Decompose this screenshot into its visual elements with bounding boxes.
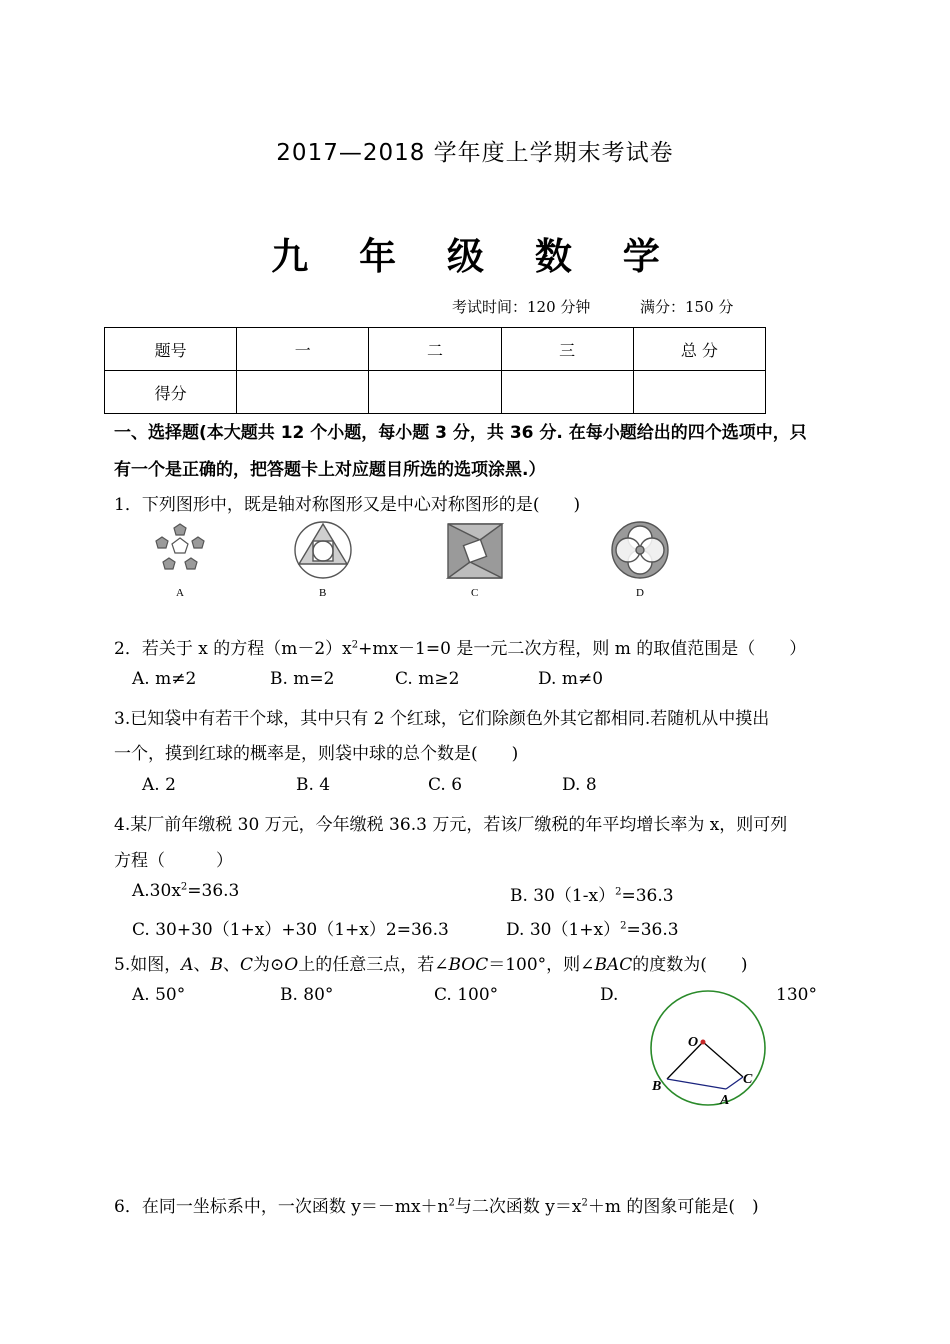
q6-text-a: 6．在同一坐标系中，一次函数 y＝－mx＋n: [114, 1197, 449, 1217]
q5-center-o: O: [284, 955, 299, 975]
q5-option-c[interactable]: C. 100°: [434, 985, 499, 1005]
q4-option-d[interactable]: [506, 915, 679, 940]
q3-option-b[interactable]: B. 4: [296, 775, 331, 795]
figure-caption-c: C: [471, 587, 479, 599]
q4-option-b-tail: =36.3: [621, 886, 674, 906]
q2-text-a: 2．若关于 x 的方程（m－2）x: [114, 639, 352, 659]
segment-ba: [667, 1079, 726, 1089]
score-table-score-row: [105, 371, 766, 414]
q5-option-a[interactable]: A. 50°: [132, 985, 186, 1005]
q6-text: [114, 1192, 759, 1217]
q3-option-a[interactable]: A. 2: [142, 775, 176, 795]
header-cell-total: 总 分: [633, 328, 765, 371]
figure-caption-b: B: [319, 587, 327, 599]
q4-option-b-sup: 2: [615, 886, 622, 898]
q3-line1: 3.已知袋中有若干个球，其中只有 2 个红球，它们除颜色外其它都相同.若随机从中摸出: [114, 709, 770, 729]
segment-oc: [703, 1042, 743, 1077]
q6-text-c: ＋m 的图象可能是( ): [587, 1197, 759, 1217]
q3-option-c[interactable]: C. 6: [428, 775, 463, 795]
section1-heading-line1: 一、选择题(本大题共 12 个小题，每小题 3 分，共 36 分. 在每小题给出的四个选项中，只: [114, 423, 807, 443]
center-point-o: [701, 1040, 706, 1045]
header-cell-part-3: 三: [501, 328, 633, 371]
q5-p5: 的度数为( ): [632, 955, 748, 975]
header-cell-part-2: 二: [369, 328, 501, 371]
score-cell-part-3[interactable]: [501, 371, 633, 414]
q5-option-b[interactable]: B. 80°: [280, 985, 334, 1005]
q2-text: [114, 634, 806, 659]
q4-option-a-text: A.30x: [132, 881, 181, 901]
label-o: O: [688, 1035, 699, 1050]
q5-p3: 上的任意三点，若∠: [298, 955, 449, 975]
full-score: 满分：150 分: [640, 298, 734, 316]
q1-text: 1．下列图形中，既是轴对称图形又是中心对称图形的是( ): [114, 495, 581, 515]
exam-time: 考试时间：120 分钟: [452, 298, 591, 316]
q5-text: [114, 950, 747, 975]
q4-option-c[interactable]: C. 30+30（1+x）+30（1+x）2=36.3: [132, 920, 449, 940]
q5-angle-boc: BOC: [448, 955, 489, 975]
q6-text-b: 与二次函数 y＝x: [454, 1197, 582, 1217]
label-a: A: [720, 1093, 730, 1108]
figure-caption-d: D: [636, 587, 644, 599]
q5-sep1: 、: [193, 955, 211, 975]
section1-heading-line2: 有一个是正确的，把答题卡上对应题目所选的选项涂黑.）: [114, 460, 546, 480]
score-table-header-row: [105, 328, 766, 371]
figure-d-four-circles-icon: [612, 522, 668, 578]
label-b: B: [652, 1079, 662, 1094]
q2-option-a[interactable]: A. m≠2: [132, 669, 197, 689]
q3-line2: 一个，摸到红球的概率是，则袋中球的总个数是( ): [114, 744, 519, 764]
q5-option-d[interactable]: D.: [600, 985, 619, 1005]
label-c: C: [743, 1072, 753, 1087]
q4-line1: 4.某厂前年缴税 30 万元，今年缴税 36.3 万元，若该厂缴税的年平均增长率为 x，则可列: [114, 815, 788, 835]
q6-sup1: 2: [448, 1197, 455, 1209]
figure-c-square-pinwheel-icon: [448, 524, 502, 578]
q5-p4: ＝100°，则∠: [488, 955, 595, 975]
q4-option-d-tail: =36.3: [626, 920, 679, 940]
q4-option-d-text: D. 30（1+x）: [506, 920, 621, 940]
score-cell-part-2[interactable]: [369, 371, 501, 414]
q2-sup: 2: [351, 639, 359, 651]
score-table: [104, 327, 766, 414]
q2-option-d[interactable]: D. m≠0: [538, 669, 604, 689]
segment-ac: [726, 1077, 743, 1089]
q4-option-a[interactable]: [132, 881, 239, 901]
q5-sep2: 、: [223, 955, 241, 975]
q1-figures: [140, 518, 700, 603]
q4-option-a-tail: =36.3: [187, 881, 240, 901]
subject-title: 九 年 级 数 学: [271, 235, 679, 278]
q4-option-b[interactable]: [510, 881, 674, 906]
q4-option-b-text: B. 30（1-x）: [510, 886, 616, 906]
header-cell-question-number: 题号: [105, 328, 237, 371]
q5-p2: 为⊙: [253, 955, 285, 975]
q4-option-a-sup: 2: [180, 881, 188, 893]
q5-circle-figure: [640, 990, 780, 1110]
q5-option-d-value: 130°: [776, 985, 817, 1005]
figure-b-circle-triangle-icon: [295, 522, 351, 578]
q2-option-b[interactable]: B. m=2: [270, 669, 335, 689]
q5-point-c: C: [240, 955, 254, 975]
score-cell-total[interactable]: [633, 371, 765, 414]
q2-option-c[interactable]: C. m≥2: [395, 669, 460, 689]
figure-a-pentagons-icon: [156, 524, 204, 569]
q5-point-a: A: [181, 955, 194, 975]
header-cell-part-1: 一: [237, 328, 369, 371]
q2-text-b: +mx－1=0 是一元二次方程，则 m 的取值范围是（ ）: [358, 639, 807, 659]
circle-o: [651, 991, 765, 1105]
q3-option-d[interactable]: D. 8: [562, 775, 597, 795]
figure-caption-a: A: [176, 587, 184, 599]
q5-angle-bac: BAC: [594, 955, 633, 975]
exam-title: 2017—2018 学年度上学期末考试卷: [276, 140, 674, 166]
score-row-label: 得分: [105, 371, 237, 414]
q5-p1: 5.如图，: [114, 955, 182, 975]
q5-point-b: B: [210, 955, 224, 975]
q4-line2: 方程（ ）: [114, 851, 233, 871]
q6-sup2: 2: [581, 1197, 588, 1209]
q4-option-d-sup: 2: [620, 920, 627, 932]
score-cell-part-1[interactable]: [237, 371, 369, 414]
